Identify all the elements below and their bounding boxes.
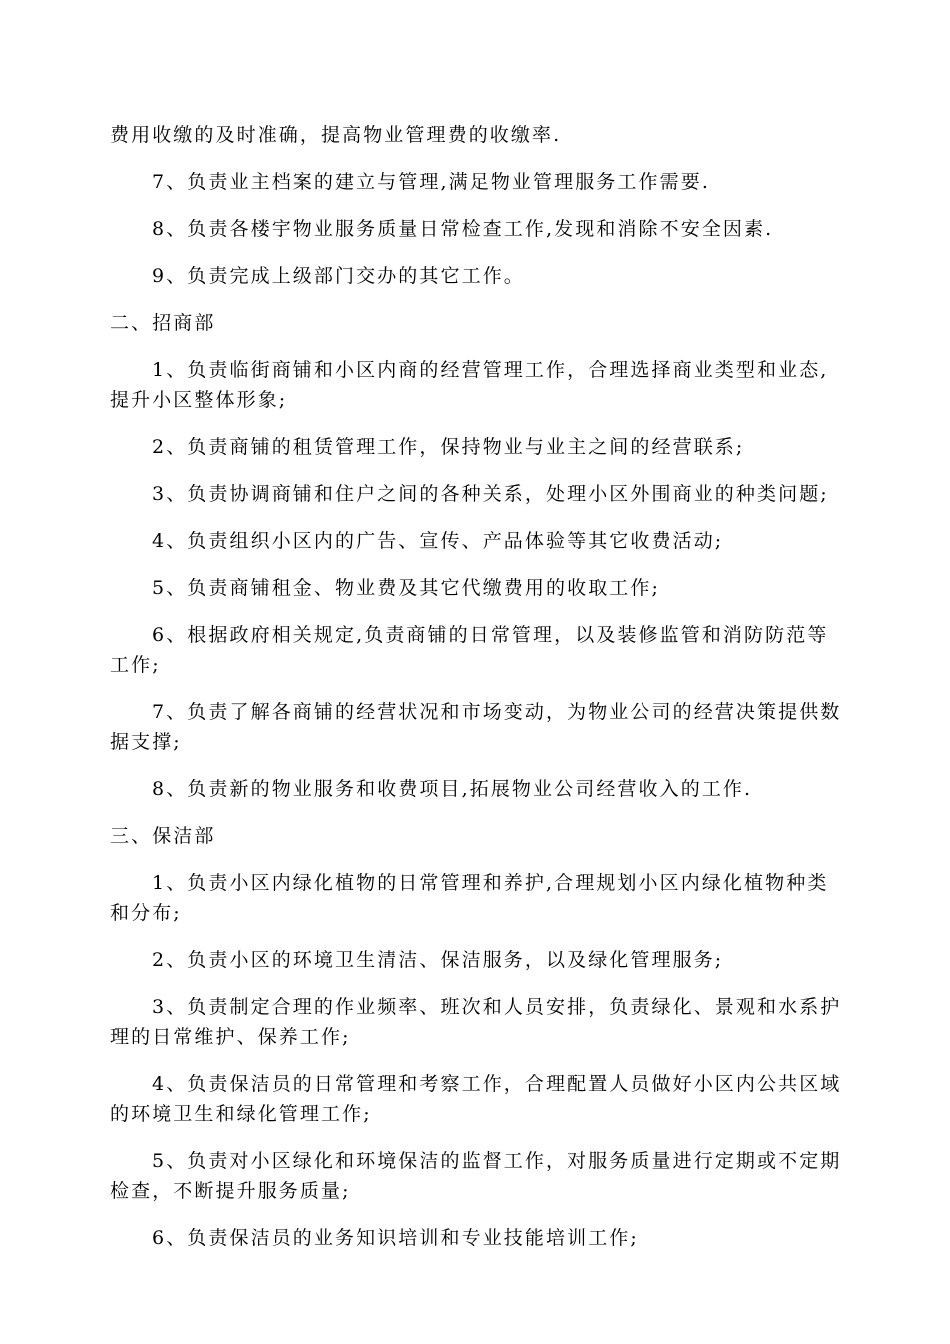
- list-item: 7、负责业主档案的建立与管理,满足物业管理服务工作需要.: [152, 171, 710, 193]
- list-item: 9、负责完成上级部门交办的其它工作。: [152, 265, 525, 287]
- list-item: 8、负责新的物业服务和收费项目,拓展物业公司经营收入的工作.: [152, 778, 753, 800]
- list-item: 6、根据政府相关规定,负责商铺的日常管理，以及装修监管和消防防范等工作;: [110, 624, 829, 676]
- document-body: [110, 120, 842, 1253]
- list-item: 5、负责商铺租金、物业费及其它代缴费用的收取工作;: [152, 577, 660, 599]
- list-item: 5、负责对小区绿化和环境保洁的监督工作，对服务质量进行定期或不定期检查，不断提升服务质量;: [110, 1150, 842, 1202]
- list-item: 4、负责保洁员的日常管理和考察工作，合理配置人员做好小区内公共区域的环境卫生和绿化管理工作;: [110, 1073, 842, 1125]
- list-item: 1、负责临街商铺和小区内商的经营管理工作，合理选择商业类型和业态,提升小区整体形象;: [110, 359, 829, 411]
- section-heading: 二、招商部: [110, 312, 216, 334]
- list-item: 8、负责各楼宇物业服务质量日常检查工作,发现和消除不安全因素.: [152, 218, 774, 240]
- list-item: 1、负责小区内绿化植物的日常管理和养护,合理规划小区内绿化植物种类和分布;: [110, 872, 829, 924]
- list-item: 7、负责了解各商铺的经营状况和市场变动，为物业公司的经营决策提供数据支撑;: [110, 701, 842, 753]
- list-item: 3、负责制定合理的作业频率、班次和人员安排，负责绿化、景观和水系护理的日常维护、保养工作;: [110, 996, 842, 1048]
- paragraph-continuation: 费用收缴的及时准确，提高物业管理费的收缴率.: [110, 124, 562, 146]
- list-item: 6、负责保洁员的业务知识培训和专业技能培训工作;: [152, 1227, 639, 1249]
- list-item: 2、负责小区的环境卫生清洁、保洁服务，以及绿化管理服务;: [152, 949, 724, 971]
- section-heading: 三、保洁部: [110, 825, 216, 847]
- list-item: 4、负责组织小区内的广告、宣传、产品体验等其它收费活动;: [152, 530, 724, 552]
- list-item: 3、负责协调商铺和住户之间的各种关系，处理小区外围商业的种类问题;: [152, 483, 829, 505]
- list-item: 2、负责商铺的租赁管理工作，保持物业与业主之间的经营联系;: [152, 436, 745, 458]
